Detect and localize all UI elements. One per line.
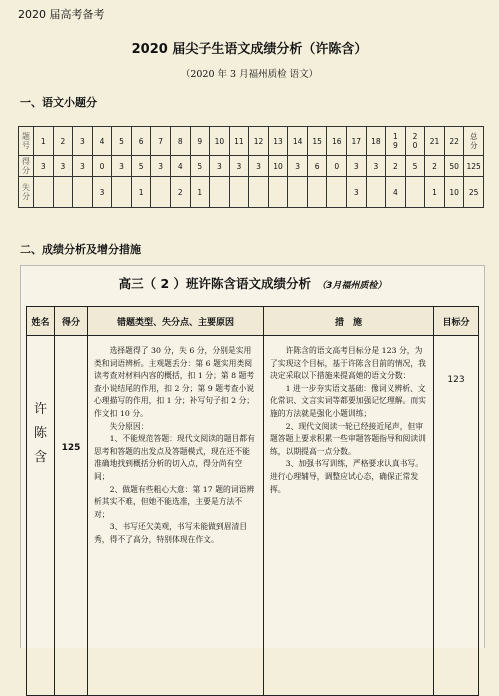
target-score: 123 bbox=[434, 336, 479, 696]
score-row bbox=[19, 156, 484, 177]
analysis-header-row bbox=[27, 307, 479, 336]
question-cell: 15 bbox=[307, 127, 327, 156]
question-cell: 9 bbox=[190, 127, 210, 156]
question-cell: 22 bbox=[444, 127, 464, 156]
loss-cell bbox=[288, 177, 308, 208]
loss-cell: 1 bbox=[131, 177, 151, 208]
student-score: 125 bbox=[55, 336, 88, 696]
question-cell: 12 bbox=[249, 127, 269, 156]
question-cell: 3 bbox=[73, 127, 93, 156]
question-score-table bbox=[18, 126, 484, 208]
loss-cell bbox=[405, 177, 425, 208]
question-cell: 1 bbox=[34, 127, 54, 156]
student-name: 许 陈 含 bbox=[27, 336, 55, 696]
loss-cell bbox=[34, 177, 54, 208]
question-cell: 1 9 bbox=[386, 127, 406, 156]
score-cell: 3 bbox=[151, 156, 171, 177]
header-corner-text: 2020 届高考备考 bbox=[18, 8, 105, 21]
reasons-text: 选择题得了 30 分，失 6 分，分别是实用类和词语辨析。主观题丢分：第 6 题实用类阅读考查对材料内容的概括，扣 1 分；第 8 题考查小说结尾的作用，扣 2 分；第 9 题考查小说心理描写的作用，扣 1 分；补写句子扣 2 分；作文扣 10 分。 失分原因： 1、不能规范答题：现代文阅读的题目都有思考和答题的出发点及答题模式，现在还不能准确地找到概括分析的切入点，得分尚有空间； 2、做题有些粗心大意：第 17 题的词语辨析其实不难，但她不能选准，主要是方法不对； 3、书写还欠美观，书写未能做到眉清目秀，得不了高分，特别体现在作文。 bbox=[88, 336, 264, 696]
loss-cell bbox=[268, 177, 288, 208]
analysis-panel bbox=[20, 265, 485, 648]
header-measures: 措 施 bbox=[264, 307, 434, 336]
loss-cell bbox=[327, 177, 347, 208]
question-cell: 4 bbox=[92, 127, 112, 156]
loss-cell bbox=[73, 177, 93, 208]
score-cell: 4 bbox=[170, 156, 190, 177]
question-cell: 7 bbox=[151, 127, 171, 156]
score-cell: 0 bbox=[92, 156, 112, 177]
section-heading-scores: 一、语文小题分 bbox=[20, 96, 97, 109]
score-cell: 10 bbox=[268, 156, 288, 177]
analysis-table bbox=[26, 306, 479, 696]
loss-cell: 10 bbox=[444, 177, 464, 208]
score-cell: 5 bbox=[131, 156, 151, 177]
header-score: 得分 bbox=[55, 307, 88, 336]
question-cell: 总 分 bbox=[464, 127, 484, 156]
loss-cell bbox=[366, 177, 386, 208]
analysis-body-row bbox=[27, 336, 479, 696]
score-cell: 2 bbox=[425, 156, 445, 177]
loss-cell bbox=[229, 177, 249, 208]
score-cell: 3 bbox=[73, 156, 93, 177]
row-label-loss: 失 分 bbox=[19, 177, 34, 208]
question-number-row bbox=[19, 127, 484, 156]
score-cell: 6 bbox=[307, 156, 327, 177]
score-cell: 0 bbox=[327, 156, 347, 177]
loss-cell bbox=[249, 177, 269, 208]
question-cell: 10 bbox=[210, 127, 230, 156]
page-title: 2020 届尖子生语文成绩分析（许陈含） bbox=[131, 42, 368, 57]
loss-cell bbox=[151, 177, 171, 208]
question-cell: 16 bbox=[327, 127, 347, 156]
question-cell: 2 bbox=[53, 127, 73, 156]
loss-cell: 4 bbox=[386, 177, 406, 208]
header-target: 目标分 bbox=[434, 307, 479, 336]
score-cell: 3 bbox=[53, 156, 73, 177]
loss-cell bbox=[210, 177, 230, 208]
score-cell: 3 bbox=[34, 156, 54, 177]
loss-cell bbox=[112, 177, 132, 208]
score-cell: 3 bbox=[249, 156, 269, 177]
score-cell: 5 bbox=[405, 156, 425, 177]
header-name: 姓名 bbox=[27, 307, 55, 336]
question-cell: 11 bbox=[229, 127, 249, 156]
score-cell: 50 bbox=[444, 156, 464, 177]
loss-cell: 3 bbox=[92, 177, 112, 208]
loss-cell: 25 bbox=[464, 177, 484, 208]
score-cell: 5 bbox=[190, 156, 210, 177]
loss-cell bbox=[53, 177, 73, 208]
question-cell: 5 bbox=[112, 127, 132, 156]
analysis-title: 高三（ 2 ）班许陈含语文成绩分析 （3月福州质检） bbox=[118, 276, 387, 291]
score-cell: 3 bbox=[229, 156, 249, 177]
loss-cell bbox=[307, 177, 327, 208]
question-cell: 2 0 bbox=[405, 127, 425, 156]
score-cell: 3 bbox=[210, 156, 230, 177]
loss-cell: 1 bbox=[190, 177, 210, 208]
loss-row bbox=[19, 177, 484, 208]
score-cell: 3 bbox=[288, 156, 308, 177]
question-cell: 13 bbox=[268, 127, 288, 156]
question-cell: 8 bbox=[170, 127, 190, 156]
loss-cell: 2 bbox=[170, 177, 190, 208]
page-subtitle: （2020 年 3 月福州质检 语文） bbox=[180, 69, 319, 80]
question-cell: 21 bbox=[425, 127, 445, 156]
score-cell: 125 bbox=[464, 156, 484, 177]
loss-cell: 1 bbox=[425, 177, 445, 208]
row-label-question: 题 号 bbox=[19, 127, 34, 156]
question-cell: 17 bbox=[347, 127, 367, 156]
header-reasons: 错题类型、失分点、主要原因 bbox=[88, 307, 264, 336]
question-cell: 6 bbox=[131, 127, 151, 156]
score-cell: 3 bbox=[366, 156, 386, 177]
score-cell: 3 bbox=[112, 156, 132, 177]
section-heading-analysis: 二、成绩分析及增分措施 bbox=[20, 243, 141, 256]
loss-cell: 3 bbox=[347, 177, 367, 208]
question-cell: 14 bbox=[288, 127, 308, 156]
measures-text: 许陈含的语文高考目标分是 123 分，为了实现这个目标，基于许陈含目前的情况，我决定采取以下措施来提高她的语文分数： 1 进一步夯实语文基础：像词义辨析、文化常识、文言实词等都要加强记忆理解。而实施的方法就是强化小题训练； 2、现代文阅读一轮已经接近尾声，但审题答题上要求积累一些审题答题指导和阅读训练，以期提高一点分数。 3、加强书写训练，严格要求认真书写。进行心理辅导，调整应试心态，确保正常发挥。 bbox=[264, 336, 434, 696]
score-cell: 2 bbox=[386, 156, 406, 177]
analysis-title-handwritten: （3月福州质检） bbox=[317, 281, 387, 291]
question-cell: 18 bbox=[366, 127, 386, 156]
score-cell: 3 bbox=[347, 156, 367, 177]
row-label-score: 得 分 bbox=[19, 156, 34, 177]
